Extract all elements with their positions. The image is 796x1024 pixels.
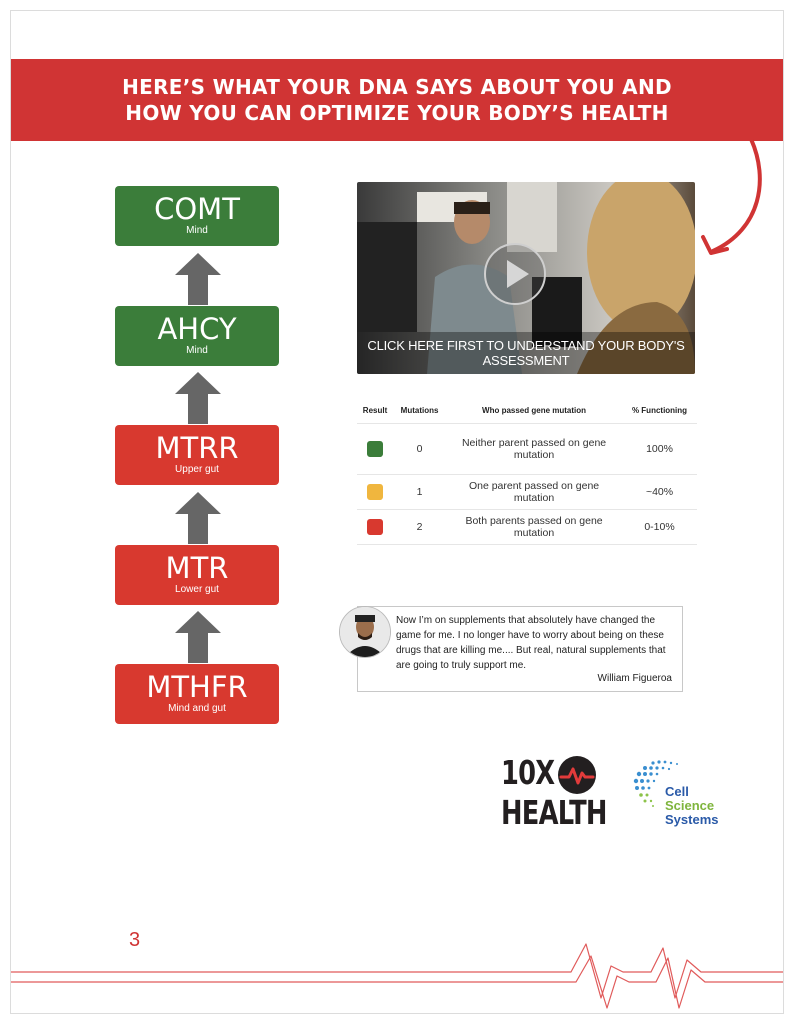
- up-arrow-icon: [175, 372, 221, 424]
- testimonial-card: [357, 606, 683, 692]
- mutations-cell: 2: [393, 510, 446, 545]
- functioning-cell: 100%: [622, 424, 697, 475]
- table-row: [357, 424, 697, 475]
- gene-name: AHCY: [157, 312, 237, 346]
- gene-name: MTR: [165, 551, 229, 585]
- up-arrow-icon: [175, 492, 221, 544]
- tenx-health-logo: [501, 753, 611, 833]
- table-row: [357, 475, 697, 510]
- testimonial-text: Now I’m on supplements that absolutely have changed the game for me. I no longer have to worry about being on these drugs that are killing me.... But real, natural supplements that are going to truly support me.: [396, 615, 666, 671]
- gene-area: Mind: [186, 345, 208, 356]
- mutation-table: [357, 404, 697, 545]
- mutations-cell: 0: [393, 424, 446, 475]
- who-cell: One parent passed on gene mutation: [446, 475, 622, 510]
- header-banner: [11, 59, 783, 141]
- up-arrow-icon: [175, 611, 221, 663]
- page: [10, 10, 784, 1014]
- gene-box-mtrr: [115, 425, 279, 485]
- banner-line-2: HOW YOU CAN OPTIMIZE YOUR BODY’S HEALTH: [125, 101, 669, 125]
- who-cell: Neither parent passed on gene mutation: [446, 424, 622, 475]
- cell-logo-word2: Science: [665, 798, 715, 813]
- heartbeat-footer-line: [11, 936, 783, 1014]
- up-arrow-icon: [175, 253, 221, 305]
- video-thumbnail[interactable]: [357, 182, 695, 374]
- testimonial-author: William Figueroa: [597, 673, 672, 684]
- gene-area: Lower gut: [175, 584, 219, 595]
- heartbeat-icon: [557, 755, 597, 795]
- header-mutations: Mutations: [393, 404, 446, 424]
- header-result: Result: [357, 404, 393, 424]
- gene-box-ahcy: [115, 306, 279, 366]
- gene-area: Mind and gut: [168, 703, 226, 714]
- video-caption: CLICK HERE FIRST TO UNDERSTAND YOUR BODY'S ASSESSMENT: [367, 338, 685, 368]
- result-swatch-green: [367, 441, 383, 457]
- gene-box-comt: [115, 186, 279, 246]
- table-row: [357, 510, 697, 545]
- header-who: Who passed gene mutation: [446, 404, 622, 424]
- tenx-logo-line1: 10X: [501, 753, 555, 792]
- gene-name: MTHFR: [146, 670, 248, 704]
- tenx-logo-line2: HEALTH: [501, 793, 607, 832]
- who-cell: Both parents passed on gene mutation: [446, 510, 622, 545]
- result-swatch-red: [367, 519, 383, 535]
- cell-science-systems-logo: [631, 759, 731, 829]
- curved-arrow-icon: [691, 139, 771, 269]
- functioning-cell: 0-10%: [622, 510, 697, 545]
- gene-box-mthfr: [115, 664, 279, 724]
- cell-logo-word1: Cell: [665, 784, 689, 799]
- gene-name: COMT: [154, 192, 240, 226]
- avatar: [339, 606, 391, 658]
- mutations-cell: 1: [393, 475, 446, 510]
- gene-area: Mind: [186, 225, 208, 236]
- page-number: 3: [129, 929, 141, 951]
- result-swatch-yellow: [367, 484, 383, 500]
- gene-name: MTRR: [155, 431, 239, 465]
- functioning-cell: ~40%: [622, 475, 697, 510]
- cell-logo-word3: Systems: [665, 812, 719, 827]
- header-functioning: % Functioning: [622, 404, 697, 424]
- gene-box-mtr: [115, 545, 279, 605]
- banner-line-1: HERE’S WHAT YOUR DNA SAYS ABOUT YOU AND: [122, 75, 672, 99]
- gene-area: Upper gut: [175, 464, 219, 475]
